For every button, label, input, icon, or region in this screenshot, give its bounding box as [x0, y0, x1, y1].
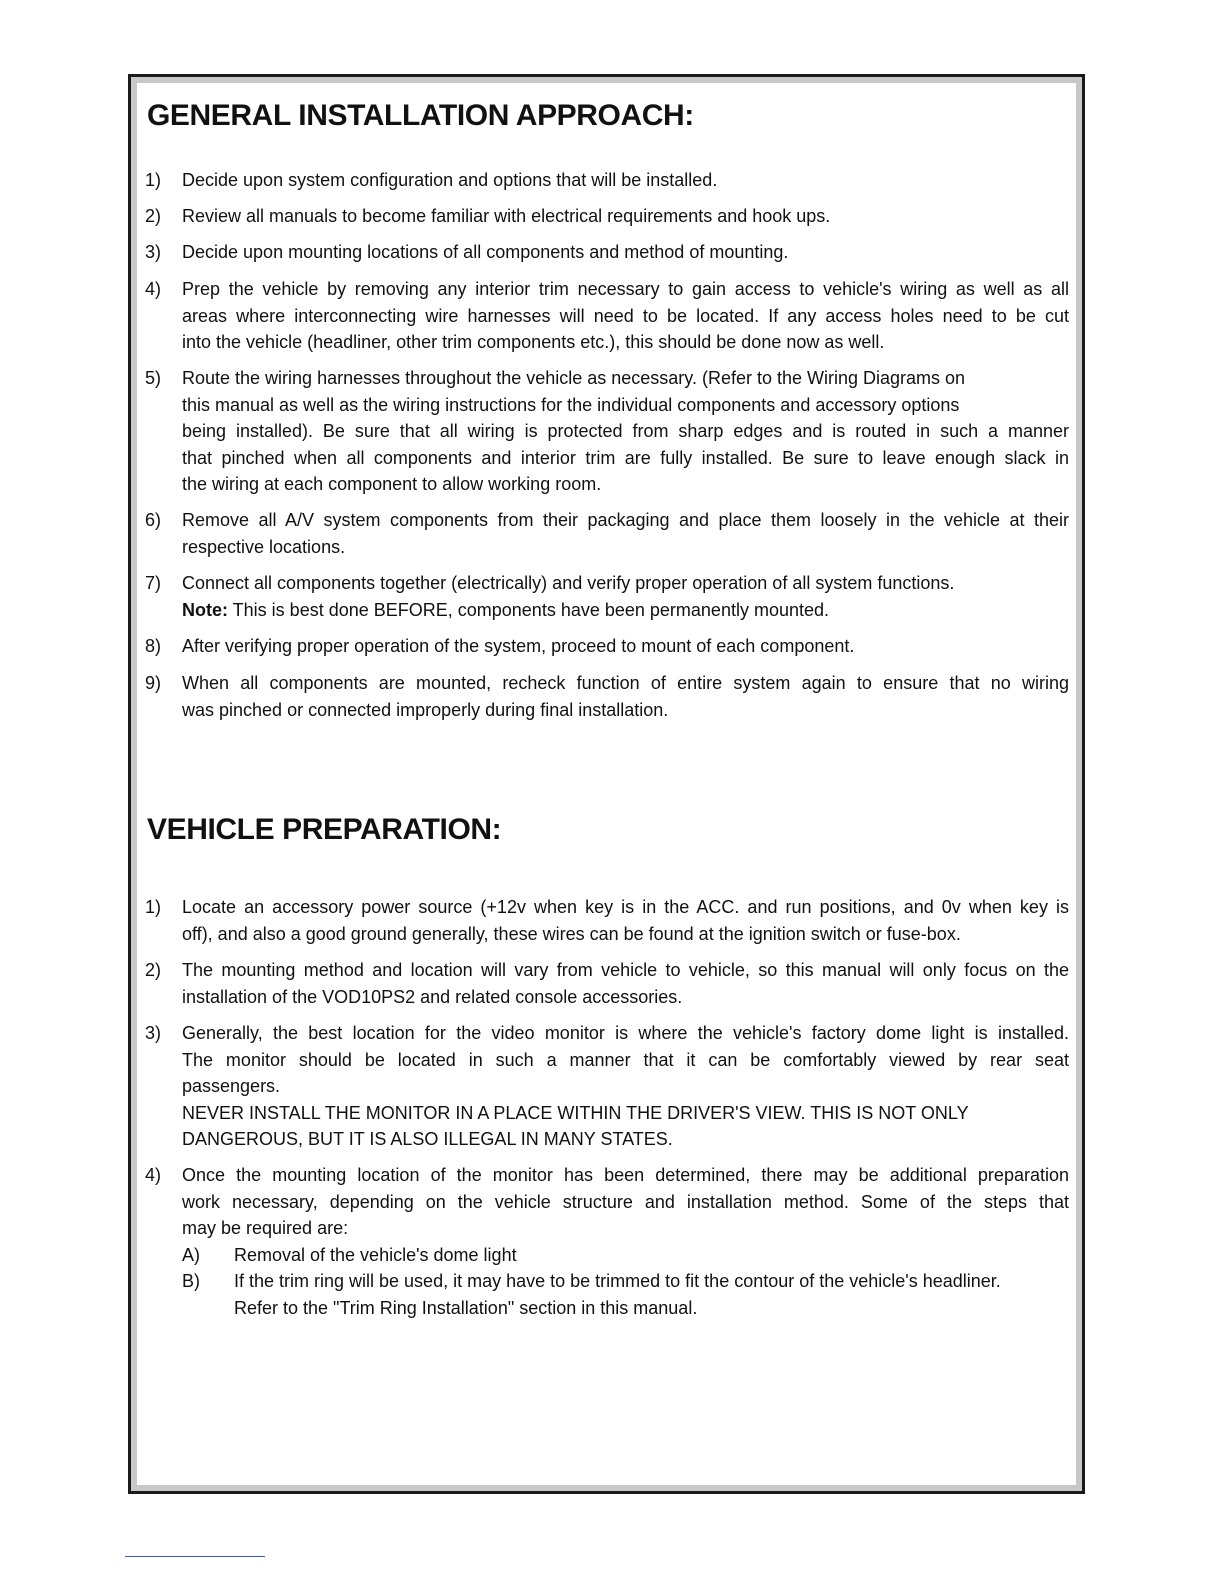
item-number: 3) — [145, 242, 162, 262]
item-text: Review all manuals to become familiar with electrical requirements and hook ups. — [182, 206, 831, 226]
item-text: After verifying proper operation of the system, proceed to mount of each component. — [182, 636, 855, 656]
item-text: Prep the vehicle by removing any interior trim necessary to gain access to vehicle's wiring as well as all — [182, 279, 1069, 299]
item-number: 1) — [145, 897, 162, 917]
item-text: off), and also a good ground generally, these wires can be found at the ignition switch or fuse-box. — [182, 923, 961, 944]
sub-item-text: Refer to the "Trim Ring Installation" section in this manual. — [234, 1297, 698, 1318]
item-number: 3) — [145, 1023, 162, 1043]
section-title-vehicle-preparation: VEHICLE PREPARATION: — [147, 813, 502, 846]
sub-item-text: If the trim ring will be used, it may have to be trimmed to fit the contour of the vehicle's headliner. — [234, 1271, 1001, 1291]
item-text: Decide upon mounting locations of all components and method of mounting. — [182, 242, 789, 262]
sub-item-letter: A) — [182, 1244, 200, 1265]
item-text: work necessary, depending on the vehicle structure and installation method. Some of the steps that — [182, 1191, 1069, 1212]
page-content — [137, 83, 1076, 1485]
item-text: Generally, the best location for the video monitor is where the vehicle's factory dome light is installed. — [182, 1023, 1069, 1043]
item-number: 5) — [145, 368, 162, 388]
item-text: Route the wiring harnesses throughout the vehicle as necessary. (Refer to the Wiring Diagrams on — [182, 368, 966, 388]
item-text: installation of the VOD10PS2 and related console accessories. — [182, 986, 683, 1007]
sub-item — [182, 1268, 1069, 1321]
note-text: This is best done BEFORE, components have been permanently mounted. — [228, 599, 830, 620]
item-text: Decide upon system configuration and options that will be installed. — [182, 170, 718, 190]
item-text: areas where interconnecting wire harnesses will need to be located. If any access holes need to be cut — [182, 305, 1069, 326]
sub-item-text: Removal of the vehicle's dome light — [234, 1244, 517, 1265]
item-number: 9) — [145, 673, 162, 693]
item-number: 4) — [145, 1165, 162, 1185]
warning-text: DANGEROUS, BUT IT IS ALSO ILLEGAL IN MANY STATES. — [182, 1129, 673, 1149]
item-text: The mounting method and location will vary from vehicle to vehicle, so this manual will only focus on the — [182, 960, 1069, 980]
item-number: 4) — [145, 279, 162, 299]
warning-text: NEVER INSTALL THE MONITOR IN A PLACE WITHIN THE DRIVER'S VIEW. THIS IS NOT ONLY — [182, 1102, 969, 1123]
item-text: was pinched or connected improperly during final installation. — [182, 699, 669, 720]
item-text: may be required are: — [182, 1218, 349, 1238]
item-text: Locate an accessory power source (+12v when key is in the ACC. and run positions, and 0v when key is — [182, 897, 1069, 917]
item-text: Once the mounting location of the monitor has been determined, there may be additional preparation — [182, 1165, 1069, 1185]
item-number: 8) — [145, 636, 162, 656]
item-number: 2) — [145, 206, 162, 226]
note-line — [182, 597, 1069, 624]
item-text: The monitor should be located in such a manner that it can be comfortably viewed by rear seat — [182, 1049, 1069, 1070]
item-text: respective locations. — [182, 536, 346, 557]
section-title-general-installation: GENERAL INSTALLATION APPROACH: — [147, 99, 694, 132]
item-text: Remove all A/V system components from their packaging and place them loosely in the vehicle at their — [182, 510, 1069, 530]
sub-item-letter: B) — [182, 1271, 200, 1291]
sub-item — [182, 1242, 1069, 1269]
item-text: that pinched when all components and interior trim are fully installed. Be sure to leave enough slack in — [182, 447, 1069, 468]
item-text: being installed). Be sure that all wiring is protected from sharp edges and is routed in such a manner — [182, 421, 1069, 441]
item-text: into the vehicle (headliner, other trim components etc.), this should be done now as well. — [182, 332, 885, 352]
item-number: 1) — [145, 170, 162, 190]
item-number: 2) — [145, 960, 162, 980]
note-label: Note: — [182, 599, 228, 620]
page-frame — [128, 74, 1085, 1494]
footer-underline — [125, 1556, 265, 1557]
item-text: this manual as well as the wiring instructions for the individual components and accessory options — [182, 394, 960, 415]
item-text: passengers. — [182, 1076, 281, 1096]
item-text: Connect all components together (electrically) and verify proper operation of all system functions. — [182, 573, 955, 593]
item-text: When all components are mounted, recheck function of entire system again to ensure that no wiring — [182, 673, 1069, 693]
item-number: 7) — [145, 573, 162, 593]
item-number: 6) — [145, 510, 162, 530]
item-text: the wiring at each component to allow working room. — [182, 474, 602, 494]
